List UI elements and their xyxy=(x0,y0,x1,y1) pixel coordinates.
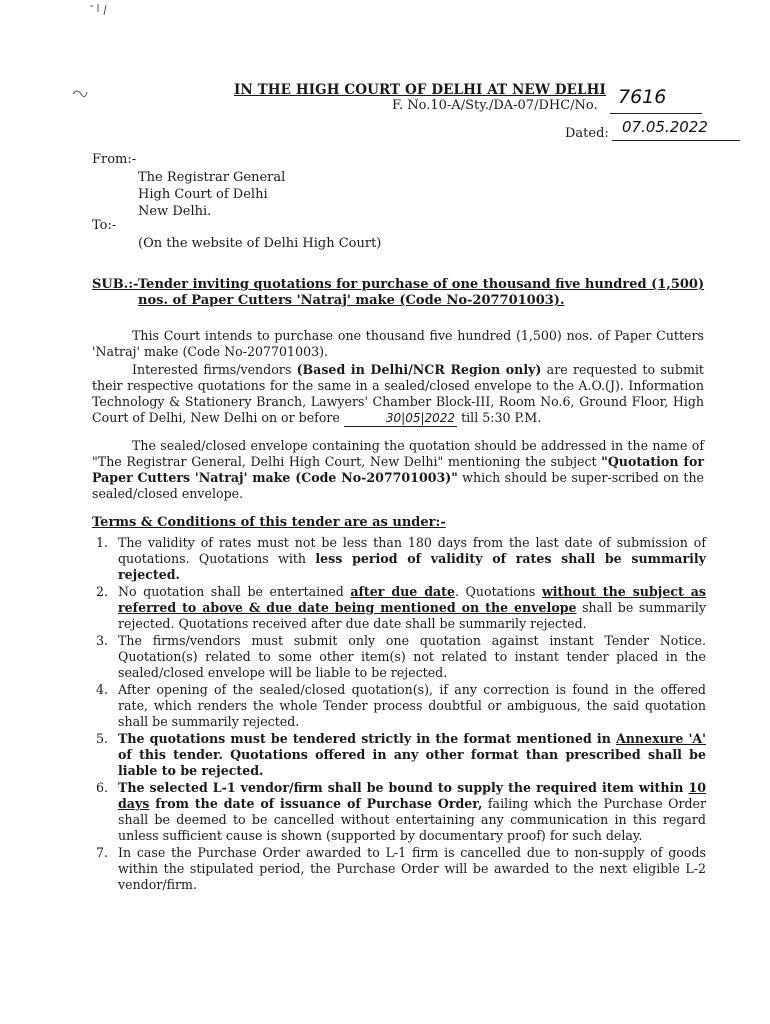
text-run: Interested firms/vendors xyxy=(132,362,297,377)
deadline-handwritten-date: 30|05|2022 xyxy=(344,410,457,427)
text-run: In case the Purchase Order awarded to L-1 firm is cancelled due to non-supply of goods within the stipulated period, the Purchase Order will be awarded to the next eligible L-2 vendor/firm. xyxy=(118,845,706,892)
text-run: which should be super-scribed on the sealed/closed envelope. xyxy=(92,470,705,501)
text-run: No quotation shall be entertained xyxy=(118,584,351,599)
text-emphasis: without the subject as referred to above & due date being mentioned on the envelope xyxy=(118,584,706,615)
paragraph-intro: This Court intends to purchase one thousand five hundred (1,500) nos. of Paper Cutters 'Natraj' make (Code No-207701003). xyxy=(92,328,704,359)
text-emphasis: of this tender. Quotations offered in any other format than prescribed shall be liable to be rejected. xyxy=(118,747,706,778)
text-emphasis: The selected L-1 vendor/firm shall be bound to supply the required item within xyxy=(118,780,689,795)
text-run: The sealed/closed envelope containing the quotation should be addressed in the name of "The Registrar General, Delhi High Court, New Delhi" mentioning the subject xyxy=(92,438,704,469)
envelope-subject-emphasis: "Quotation for Paper Cutters 'Natraj' make (Code No-207701003)" xyxy=(92,454,705,485)
text-run: The firms/vendors must submit only one quotation against instant Tender Notice. Quotation(s) related to some other item(s) not related to instant tender placed in the sealed/closed envelope will be liable to be rejected. xyxy=(118,633,706,680)
dated-label: Dated: xyxy=(565,126,609,141)
sender-line: High Court of Delhi xyxy=(138,187,268,202)
text-run: failing which the Purchase Order shall be deemed to be cancelled without entertaining any communication in this regard unless sufficient cause is shown (supported by documentary proof) for such delay. xyxy=(118,796,706,843)
terms-heading: Terms & Conditions of this tender are as under:- xyxy=(92,515,446,530)
item-number: 2. xyxy=(96,584,109,599)
list-item xyxy=(92,731,706,779)
item-number: 5. xyxy=(96,731,109,746)
file-number-underline xyxy=(610,113,702,114)
recipient-line: (On the website of Delhi High Court) xyxy=(138,236,382,251)
sender-line: The Registrar General xyxy=(138,170,286,185)
item-number: 3. xyxy=(96,633,109,648)
list-item xyxy=(92,780,706,844)
to-label: To:- xyxy=(92,218,117,233)
text-run: After opening of the sealed/closed quotation(s), if any correction is found in the offered rate, which renders the whole Tender process doubtful or ambiguous, the said quotation shall be summarily rejected. xyxy=(118,682,706,729)
text-run: . Quotations xyxy=(455,584,542,599)
item-number: 4. xyxy=(96,682,109,697)
scan-mark xyxy=(88,2,118,21)
dated-handwritten: 07.05.2022 xyxy=(622,118,708,136)
item-number: 1. xyxy=(96,535,109,550)
text-emphasis: The quotations must be tendered strictly in the format mentioned in xyxy=(118,731,616,746)
subject-text: Tender inviting quotations for purchase of one thousand five hundred (1,500) nos. of Paper Cutters 'Natraj' make (Code No-207701003). xyxy=(138,277,705,308)
dated-underline xyxy=(612,140,740,141)
list-item xyxy=(92,682,706,730)
from-label: From:- xyxy=(92,152,137,167)
item-number: 6. xyxy=(96,780,109,795)
terms-list xyxy=(92,535,706,894)
file-number-handwritten: 7616 xyxy=(618,86,667,108)
text-run: till 5:30 P.M. xyxy=(457,410,542,425)
sender-line: New Delhi. xyxy=(138,204,212,219)
list-item xyxy=(92,845,706,893)
text-run: The validity of rates must not be less than 180 days from the last date of submission of quotations. Quotations with xyxy=(118,535,706,566)
text-emphasis: after due date xyxy=(350,584,456,599)
region-emphasis: (Based in Delhi/NCR Region only) xyxy=(296,362,542,377)
subject-label: SUB.:- xyxy=(92,277,139,292)
text-emphasis: from the date of issuance of Purchase Order, xyxy=(149,796,483,811)
file-number-label: F. No.10-A/Sty./DA-07/DHC/No. xyxy=(392,98,598,113)
text-run: shall be summarily rejected. Quotations received after due date shall be summarily rejected. xyxy=(118,600,706,631)
court-title: IN THE HIGH COURT OF DELHI AT NEW DELHI xyxy=(234,82,606,98)
paragraph-submission xyxy=(92,362,704,427)
text-run: are requested to submit their respective quotations for the same in a sealed/closed envelope to the A.O.(J). Information Technology & Stationery Branch, Lawyers' Chamber Block-III, Room No.6, Ground Floor, High Court of Delhi, New Delhi on or before xyxy=(92,362,704,425)
list-item xyxy=(92,535,706,583)
scan-mark xyxy=(70,86,90,101)
sender-address xyxy=(138,169,285,220)
list-item xyxy=(92,584,706,632)
text-emphasis: less period of validity of rates shall be summarily rejected. xyxy=(118,551,706,582)
list-item xyxy=(92,633,706,681)
annexure-reference: Annexure 'A' xyxy=(615,731,707,746)
paragraph-envelope xyxy=(92,438,704,502)
delivery-period: 10 days xyxy=(118,780,706,811)
item-number: 7. xyxy=(96,845,109,860)
